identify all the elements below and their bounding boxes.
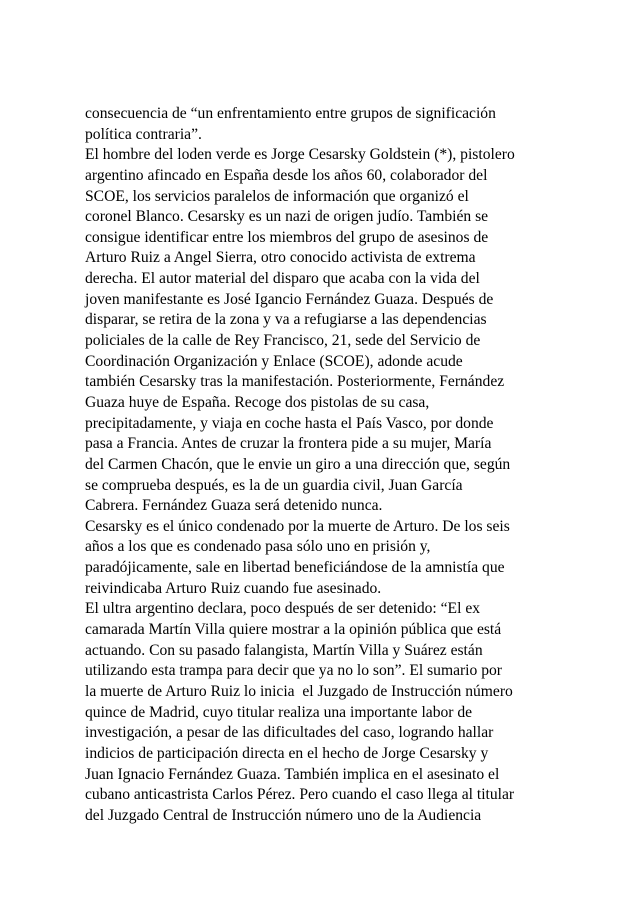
text-line: política contraria”. — [85, 125, 202, 143]
text-line: joven manifestante es José Igancio Fernández Guaza. Después de — [85, 290, 494, 308]
text-line: policiales de la calle de Rey Francisco, 21, sede del Servicio de — [85, 332, 481, 350]
text-line: paradójicamente, sale en libertad beneficiándose de la amnistía que — [85, 559, 505, 577]
text-line: la muerte de Arturo Ruiz lo inicia el Juzgado de Instrucción número — [85, 682, 513, 700]
text-line: SCOE, los servicios paralelos de información que organizó el — [85, 187, 469, 205]
text-line: actuando. Con su pasado falangista, Martín Villa y Suárez están — [85, 641, 483, 659]
text-line: camarada Martín Villa quiere mostrar a la opinión pública que está — [85, 621, 502, 639]
text-line: pasa a Francia. Antes de cruzar la frontera pide a su mujer, María — [85, 435, 492, 453]
text-line: utilizando esta trampa para decir que ya no lo son”. El sumario por — [85, 662, 502, 680]
text-line: del Juzgado Central de Instrucción número uno de la Audiencia — [85, 806, 482, 824]
text-line: quince de Madrid, cuyo titular realiza una importante labor de — [85, 703, 473, 721]
text-line: del Carmen Chacón, que le envie un giro a una dirección que, según — [85, 455, 511, 473]
text-line: argentino afincado en España desde los años 60, colaborador del — [85, 166, 488, 184]
text-line: derecha. El autor material del disparo que acaba con la vida del — [85, 270, 480, 288]
text-line: indicios de participación directa en el hecho de Jorge Cesarsky y — [85, 744, 489, 762]
text-line: consecuencia de “un enfrentamiento entre grupos de significación — [85, 105, 496, 122]
text-line: El hombre del loden verde es Jorge Cesarsky Goldstein (*), pistolero — [85, 146, 515, 164]
text-line: disparar, se retira de la zona y va a refugiarse a las dependencias — [85, 311, 487, 329]
text-line: Arturo Ruiz a Angel Sierra, otro conocido activista de extrema — [85, 249, 476, 267]
text-line: Guaza huye de España. Recoge dos pistolas de su casa, — [85, 393, 430, 411]
text-line: Coordinación Organización y Enlace (SCOE), adonde acude — [85, 352, 463, 370]
text-line: años a los que es condenado pasa sólo uno en prisión y, — [85, 538, 431, 556]
text-line: El ultra argentino declara, poco después de ser detenido: “El ex — [85, 600, 481, 618]
text-line: reivindicaba Arturo Ruiz cuando fue asesinado. — [85, 579, 382, 597]
text-line: Cabrera. Fernández Guaza será detenido nunca. — [85, 497, 383, 515]
text-line: coronel Blanco. Cesarsky es un nazi de origen judío. También se — [85, 208, 489, 226]
text-line: cubano anticastrista Carlos Pérez. Pero cuando el caso llega al titular — [85, 786, 515, 804]
text-line: Cesarsky es el único condenado por la muerte de Arturo. De los seis — [85, 517, 510, 535]
text-line: se comprueba después, es la de un guardia civil, Juan García — [85, 476, 463, 494]
text-line: investigación, a pesar de las dificultades del caso, logrando hallar — [85, 724, 494, 742]
text-line: también Cesarsky tras la manifestación. Posteriormente, Fernández — [85, 373, 505, 391]
text-line: precipitadamente, y viaja en coche hasta el País Vasco, por donde — [85, 414, 494, 432]
body-text — [85, 104, 565, 826]
text-line: Juan Ignacio Fernández Guaza. También implica en el asesinato el — [85, 765, 500, 783]
text-line: consigue identificar entre los miembros del grupo de asesinos de — [85, 228, 489, 246]
